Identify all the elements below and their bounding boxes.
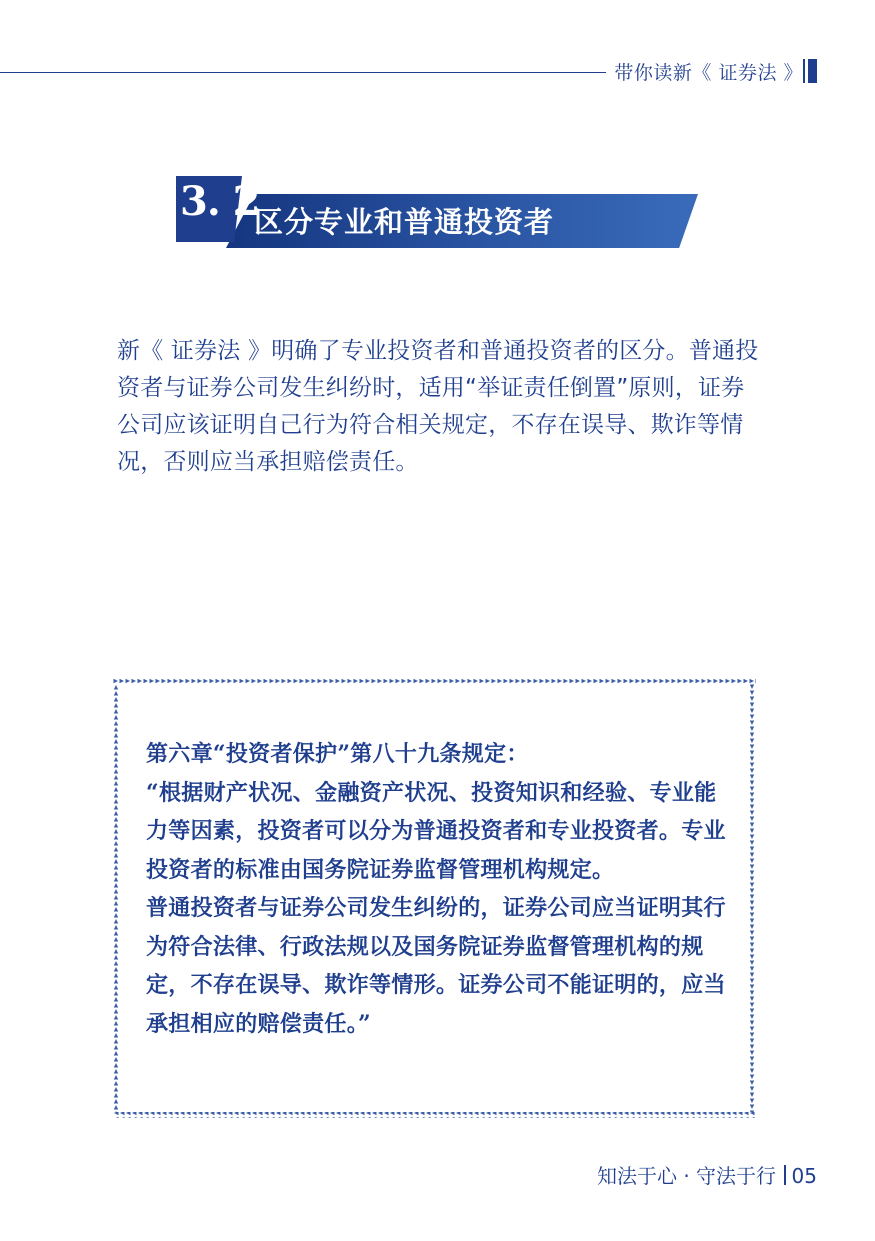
quote-text bbox=[146, 735, 731, 1043]
page-number: 05 bbox=[791, 1164, 817, 1188]
header-title: 带你读新《 证券法 》 bbox=[614, 62, 803, 84]
header-rule bbox=[0, 72, 606, 73]
quote-paragraph-1: “根据财产状况、金融资产状况、投资知识和经验、专业能力等因素，投资者可以分为普通投资者和专业投资者。专业投资者的标准由国务院证券监督管理机构规定。 bbox=[146, 779, 726, 883]
section-title: 区分专业和普通投资者 bbox=[254, 205, 555, 239]
footer-separator bbox=[784, 1165, 786, 1185]
section-number: 3. 2 bbox=[180, 178, 260, 225]
header-bar-mark bbox=[808, 59, 817, 83]
footer-slogan: 知法于心 · 守法于行 bbox=[596, 1164, 777, 1188]
quote-box bbox=[113, 678, 756, 1118]
quote-heading: 第六章“投资者保护”第八十九条规定： bbox=[146, 741, 529, 767]
section-heading bbox=[176, 170, 698, 250]
quote-paragraph-2: 普通投资者与证券公司发生纠纷的，证券公司应当证明其行为符合法律、行政法规以及国务院证券监督管理机构的规定，不存在误导、欺诈等情形。证券公司不能证明的，应当承担相应的赔偿责任。” bbox=[146, 895, 726, 1037]
intro-paragraph: 新《 证券法 》明确了专业投资者和普通投资者的区分。普通投资者与证券公司发生纠纷时，适用“举证责任倒置”原则，证券公司应该证明自己行为符合相关规定，不存在误导、欺诈等情况，否则应当承担赔偿责任。 bbox=[117, 338, 759, 475]
footer bbox=[597, 1160, 817, 1189]
